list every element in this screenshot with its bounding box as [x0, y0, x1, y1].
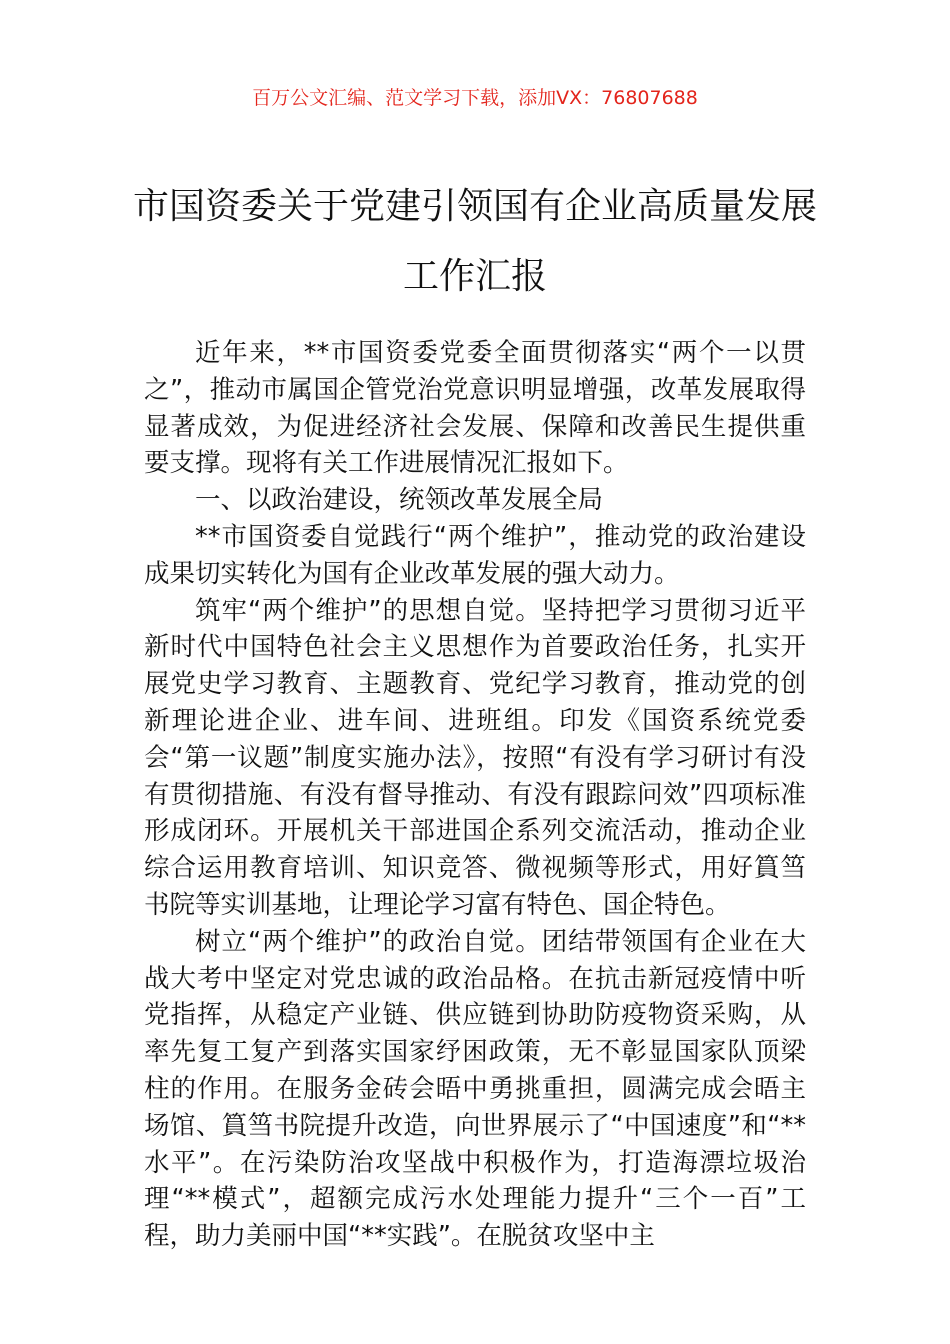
- document-title: 市国资委关于党建引领国有企业高质量发展工作汇报: [132, 186, 817, 297]
- paragraph-intro: 近年来，**市国资委党委全面贯彻落实“两个一以贯之”，推动市属国企管党治党意识明显增强，改革发展取得显著成效，为促进经济社会发展、保障和改善民生提供重要支撑。现将有关工作进展情况汇报如下。: [144, 338, 806, 479]
- section-heading: 一、以政治建设，统领改革发展全局: [195, 485, 604, 516]
- paragraph-political: 树立“两个维护”的政治自觉。团结带领国有企业在大战大考中坚定对党忠诚的政治品格。在抗击新冠疫情中听党指挥，从稳定产业链、供应链到协助防疫物资采购，从率先复工复产到落实国家纾困政策，无不彰显国家队顶梁柱的作用。在服务金砖会晤中勇挑重担，圆满完成会晤主场馆、篔筜书院提升改造，向世界展示了“中国速度”和“**水平”。在污染防治攻坚战中积极作为，打造海漂垃圾治理“**模式”，超额完成污水处理能力提升“三个一百”工程，助力美丽中国“**实践”。在脱贫攻坚中主: [144, 926, 806, 1252]
- document-body: [144, 335, 806, 1255]
- paragraph-section-intro: **市国资委自觉践行“两个维护”，推动党的政治建设成果切实转化为国有企业改革发展的强大动力。: [144, 521, 806, 589]
- watermark-header: 百万公文汇编、范文学习下载，添加VX：76807688: [252, 87, 698, 109]
- paragraph-ideological: 筑牢“两个维护”的思想自觉。坚持把学习贯彻习近平新时代中国特色社会主义思想作为首要政治任务，扎实开展党史学习教育、主题教育、党纪学习教育，推动党的创新理论进企业、进车间、进班组。印发《国资系统党委会“第一议题”制度实施办法》，按照“有没有学习研讨有没有贯彻措施、有没有督导推动、有没有跟踪问效”四项标准形成闭环。开展机关干部进国企系列交流活动，推动企业综合运用教育培训、知识竞答、微视频等形式，用好篔筜书院等实训基地，让理论学习富有特色、国企特色。: [144, 595, 806, 920]
